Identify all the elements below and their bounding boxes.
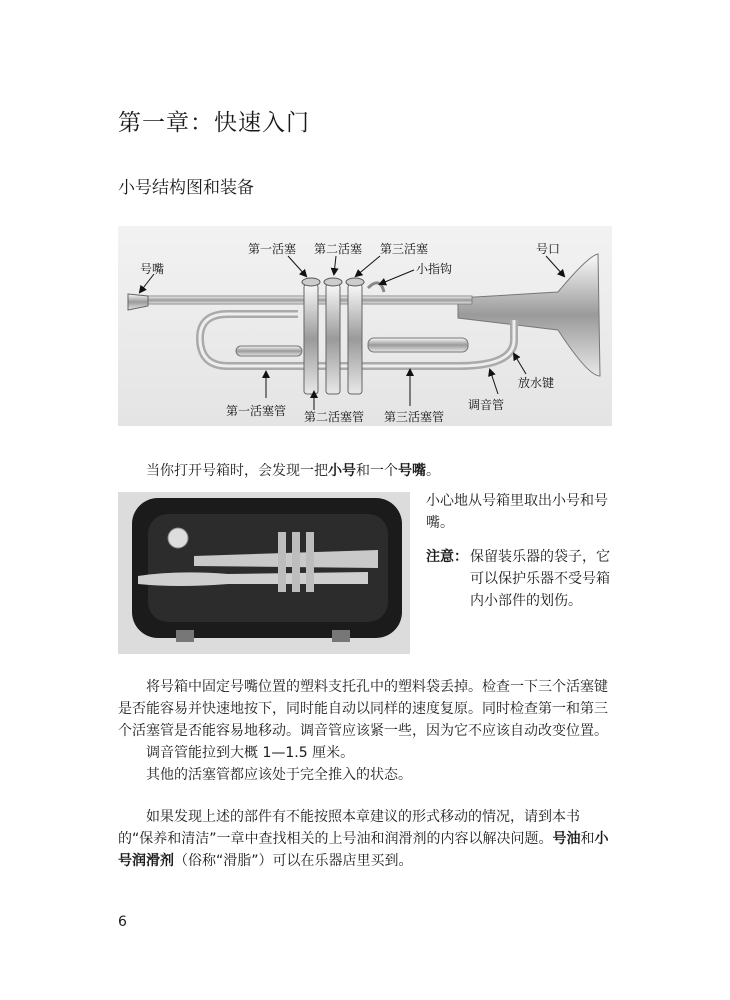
- trumpet-diagram: [118, 226, 612, 426]
- paragraph-tuning: 调音管能拉到大概 1—1.5 厘米。: [146, 745, 355, 761]
- label-valve-1: 第一活塞: [248, 242, 297, 256]
- intro-bold-trumpet: 小号: [328, 463, 356, 479]
- note-text: 保留装乐器的袋子，它可以保护乐器不受号箱内小部件的划伤。: [470, 549, 610, 609]
- label-valve-3: 第三活塞: [380, 242, 429, 256]
- trumpet-case-illustration: [118, 492, 410, 654]
- paragraph-check: 将号箱中固定号嘴位置的塑料支托孔中的塑料袋丢掉。检查一下三个活塞键是否能容易并快速地按下，同时能自动以同样的速度复原。同时检查第一和第三个活塞管是否能容易地移动。调音管应该紧一些，因为它不应该自动改变位置。: [118, 679, 608, 739]
- note-label: 注意：: [426, 549, 468, 565]
- care-bold-grease: 小号润滑剂: [118, 831, 609, 869]
- trumpet-case-photo: [118, 492, 410, 654]
- intro-paragraph: [118, 460, 612, 482]
- label-valve-2: 第二活塞: [314, 242, 363, 256]
- section-title: 小号结构图和装备: [118, 178, 254, 198]
- care-text: （俗称“滑脂”）可以在乐器店里买到。: [174, 853, 413, 869]
- label-finger-hook: 小指钩: [416, 262, 453, 276]
- intro-bold-mouthpiece: 号嘴: [398, 463, 426, 479]
- label-mouthpiece: 号嘴: [140, 262, 165, 276]
- paragraph-slides: 其他的活塞管都应该处于完全推入的状态。: [146, 767, 412, 783]
- label-water-key: 放水键: [518, 376, 555, 390]
- label-slide-3: 第三活塞管: [384, 410, 445, 424]
- page-number: 6: [118, 914, 127, 930]
- label-bell: 号口: [536, 242, 561, 256]
- intro-text: 和一个: [356, 463, 398, 479]
- intro-text: 。: [426, 463, 440, 479]
- care-text: 如果发现上述的部件有不能按照本章建议的形式移动的情况，请到本书的“保养和清洁”一章中查找相关的上号油和润滑剂的内容以解决问题。: [118, 809, 580, 847]
- label-slide-2: 第二活塞管: [304, 410, 365, 424]
- care-bold-oil: 号油: [552, 831, 581, 847]
- care-text: 和: [580, 831, 595, 847]
- label-slide-1: 第一活塞管: [226, 404, 287, 418]
- paragraph-care: [118, 806, 612, 872]
- intro-text: 当你打开号箱时，会发现一把: [146, 463, 328, 479]
- label-tuning-slide: 调音管: [468, 398, 505, 412]
- side-instruction: 小心地从号箱里取出小号和号嘴。: [426, 493, 608, 531]
- chapter-title: 第一章：快速入门: [118, 110, 310, 136]
